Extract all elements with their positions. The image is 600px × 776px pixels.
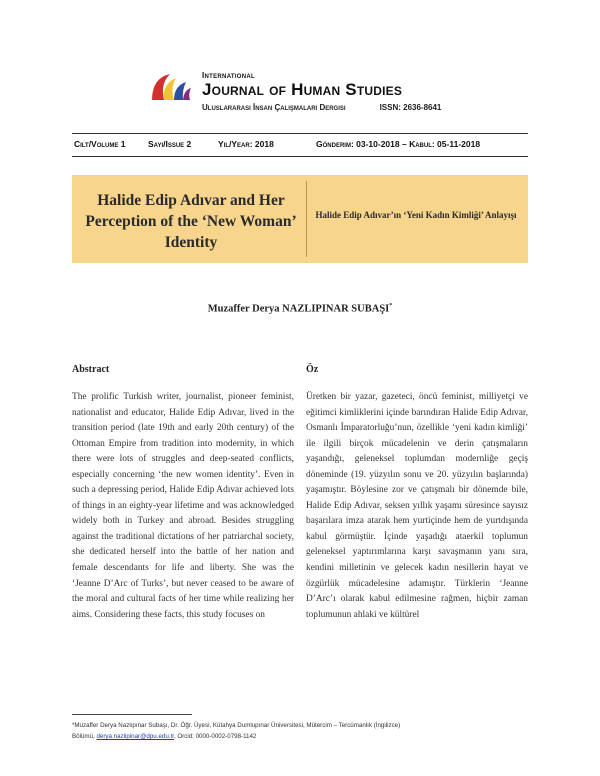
author-line [0, 303, 600, 315]
article-title-english: Halide Edip Adıvar and Her Perception of the ‘New Woman’ Identity [85, 192, 297, 251]
author-email-link[interactable]: derya.nazlipinar@dpu.edu.tr [96, 733, 174, 740]
oz-text: Üretken bir yazar, gazeteci, öncü feminist, milliyetçi ve eğitimci kimliklerini içinde barındıran Halide Edip Adıvar, Osmanlı İmparatorluğu’nun, özellikle ‘yeni kadın kimliği’ ile ilgili birçok mücadelenin ve derin çatışmaların yaşandığı, geleneksel toplumdan modernliğe geçiş döneminde (19. yüzyılın sonu ve 20. yüzyılın başlarında) yaşamıştır. Böylesine zor ve çatışmalı bir dönemde bile, Halide Edip Adıvar, seksen yıllık yaşamı süresince sayısız başarılara imza atarak hem yurtiçinde hem de yurtdışında kabul görmüştür. İçinde yaşadığı ataerkil toplumun geleneksel yaptırımlarına karşı savaşmanın yanı sıra, kendini milletinin ve gelecek kadın nesillerin hayat ve özgürlük mücadelesine adamıştır. Türklerin ‘Jeanne D’Arc’ı olarak kabul edilmesine rağmen, hiçbir zaman toplumunun ahlaki ve kültürel [306, 392, 528, 620]
abstract-text: The prolific Turkish writer, journalist, pioneer feminist, nationalist and educator, Halide Edip Adıvar, lived in the transition period (late 19th and early 20th century) of the Ottoman Empire from tradition into modernity, in which there were lots of struggles and deep-seated conflicts, especially concerning ‘the new women identity’. Even in such a depressing period, Halide Edip Adıvar achieved lots of things in an eighty-year lifetime and was acknowledged widely both in Turkey and abroad. Besides struggling against the traditional dictations of her patriarchal society, she dedicated herself into the battle of her nation and female descendants for life and liberty. She was the ‘Jeanne D’Arc of Turks’, but never ceased to be aware of the moral and cultural facts of her time while realizing her aims. Considering these facts, this study focuses on [72, 392, 294, 620]
footnote-line-2 [72, 731, 530, 742]
article-title-turkish: Halide Edip Adıvar’ın ‘Yeni Kadın Kimliği’ Anlayışı [315, 210, 517, 220]
journal-small-label: International [202, 71, 256, 80]
footnote-prefix: Bölümü, [72, 733, 95, 740]
meta-dates: Gönderim: 03-10-2018 – Kabul: 05-11-2018 [316, 139, 481, 149]
journal-subtitle-line [202, 103, 441, 112]
footnote-line-1: *Muzaffer Derya Nazlıpınar Subaşı, Dr. Öğr. Üyesi, Kütahya Dumlupınar Üniversitesi, Mütercim – Tercümanlık (İngilizce) [72, 722, 401, 729]
header-rule-bottom [72, 156, 528, 157]
journal-title: Journal of Human Studies [202, 80, 403, 99]
footnote-orcid: , Orcid: 0000-0002-0798-1142 [173, 733, 257, 740]
author-footnote [72, 720, 530, 742]
title-divider [306, 181, 307, 257]
author-name: Muzaffer Derya NAZLIPINAR SUBAŞI [207, 303, 390, 315]
oz-heading: Öz [306, 364, 319, 375]
author-footnote-mark: * [389, 303, 393, 309]
meta-year: Yıl/Year: 2018 [218, 139, 274, 149]
footnote-rule [72, 714, 192, 715]
abstract-body [72, 390, 294, 623]
oz-body [306, 390, 528, 623]
header-rule-top [72, 133, 528, 134]
journal-logo-icon [150, 70, 192, 106]
journal-issn: ISSN: 2636-8641 [379, 103, 442, 112]
meta-issue: Sayı/Issue 2 [148, 139, 192, 149]
journal-subtitle: Uluslararası İnsan Çalışmaları Dergisi [202, 103, 346, 112]
meta-volume: Cilt/Volume 1 [74, 139, 126, 149]
abstract-heading: Abstract [72, 364, 110, 375]
